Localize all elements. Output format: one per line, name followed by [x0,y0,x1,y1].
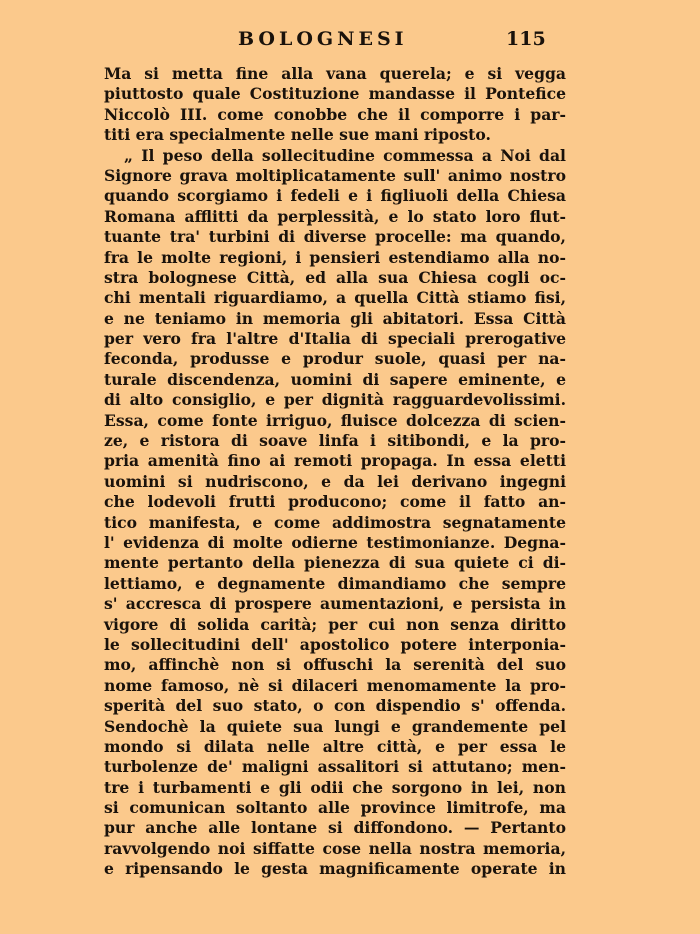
text-line: le sollecitudini dell' apostolico potere interponia- [104,634,566,654]
text-line: Romana afflitti da perplessità, e lo stato loro flut- [104,206,566,226]
text-line: uomini si nudriscono, e da lei derivano ingegni [104,471,566,491]
text-line: pria amenità fino ai remoti propaga. In essa eletti [104,451,566,471]
text-line: Ma si metta fine alla vana querela; e si vegga [104,64,566,83]
text-line: quando scorgiamo i fedeli e i figliuoli della Chiesa [104,186,566,206]
text-line: nome famoso, nè si dilaceri menomamente la pro- [104,675,566,695]
text-line: feconda, produsse e produr suole, quasi per na- [104,349,566,369]
text-line: vigore di solida carità; per cui non senza diritto [104,614,566,634]
text-line: piuttosto quale Costituzione mandasse il Pontefice [104,84,566,104]
text-line: che lodevoli frutti producono; come il fatto an- [104,492,566,512]
text-line: chi mentali riguardiamo, a quella Città stiamo fisi, [104,288,566,308]
text-line: e ripensando le gesta magnificamente operate in [104,859,566,879]
text-line: Sendochè la quiete sua lungi e grandemente pel [104,716,566,736]
text-line: di alto consiglio, e per dignità ragguardevolissimi. [104,390,566,410]
text-line: tre i turbamenti e gli odii che sorgono in lei, non [104,777,566,797]
text-line: lettiamo, e degnamente dimandiamo che sempre [104,573,566,593]
text-line: titi era specialmente nelle sue mani riposto. [104,125,491,145]
text-line: mente pertanto della pienezza di sua quiete ci di- [104,553,566,573]
running-title: BOLOGNESI [238,28,408,50]
text-line: l' evidenza di molte odierne testimonianze. Degna- [104,532,566,552]
text-line: turale discendenza, uomini di sapere eminente, e [104,369,566,389]
text-line: turbolenze de' maligni assalitori si attutano; men- [104,757,566,777]
page-number: 115 [506,28,546,50]
text-line: mondo si dilata nelle altre città, e per essa le [104,736,566,756]
text-line: stra bolognese Città, ed alla sua Chiesa cogli oc- [104,267,566,287]
text-line: fra le molte regioni, i pensieri estendiamo alla no- [104,247,566,267]
body-text [104,64,566,880]
running-head [0,28,700,52]
text-line: Signore grava moltiplicatamente sull' animo nostro [104,165,566,185]
text-line: tuante tra' turbini di diverse procelle: ma quando, [104,227,566,247]
text-line: mo, affinchè non si offuschi la serenità del suo [104,655,566,675]
text-line: sperità del suo stato, o con dispendio s' offenda. [104,696,566,716]
text-line: e ne teniamo in memoria gli abitatori. Essa Città [104,308,566,328]
text-line: per vero fra l'altre d'Italia di speciali prerogative [104,329,566,349]
text-line: tico manifesta, e come addimostra segnatamente [104,512,566,532]
text-line: s' accresca di prospere aumentazioni, e persista in [104,594,566,614]
text-line: ze, e ristora di soave linfa i sitibondi, e la pro- [104,431,566,451]
text-line: „ Il peso della sollecitudine commessa a Noi dal [124,145,566,165]
text-line: pur anche alle lontane si diffondono. — Pertanto [104,818,566,838]
text-line: Niccolò III. come conobbe che il comporre i par- [104,104,566,124]
text-line: si comunican soltanto alle province limitrofe, ma [104,798,566,818]
text-line: ravvolgendo noi siffatte cose nella nostra memoria, [104,838,566,858]
text-line: Essa, come fonte irriguo, fluisce dolcezza di scien- [104,410,566,430]
